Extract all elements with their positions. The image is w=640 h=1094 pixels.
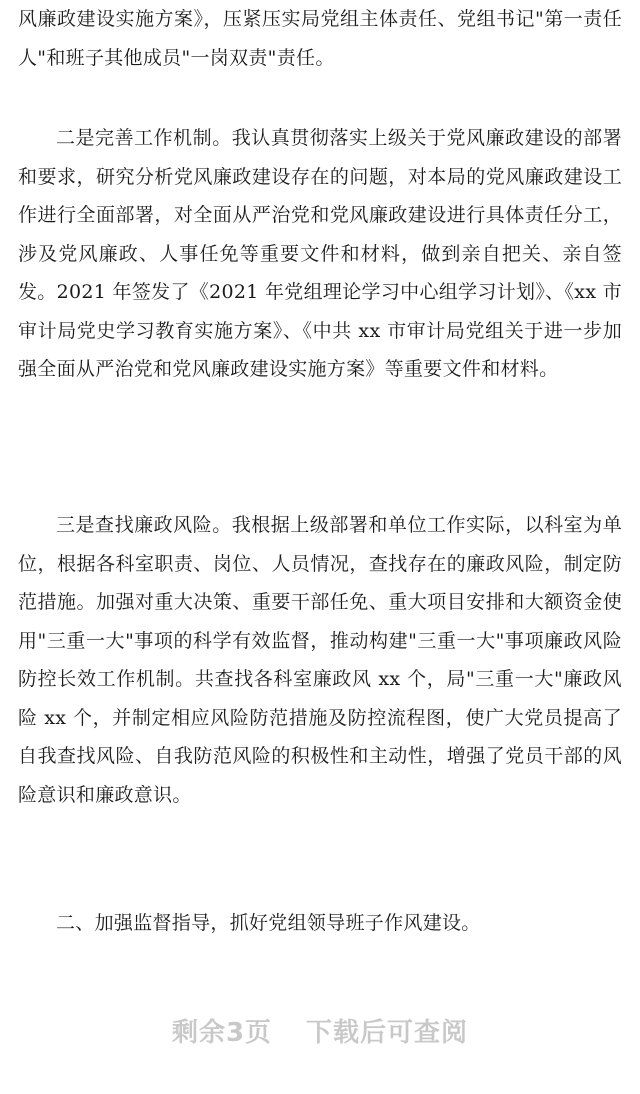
download-more-banner[interactable] <box>0 1012 640 1049</box>
section-heading-supervision: 二、加强监督指导，抓好党组领导班子作风建设。 <box>56 912 481 934</box>
paragraph-integrity-risk: 三是查找廉政风险。我根据上级部署和单位工作实际，以科室为单位，根据各科室职责、岗位、人员情况，查找存在的廉政风险，制定防范措施。加强对重大决策、重要干部任免、重大项目安排和大额资金使用"三重一大"事项的科学有效监督，推动构建"三重一大"事项廉政风险防控长效工作机制。共查找各科室廉政风 xx 个，局"三重一大"廉政风险 xx 个，并制定相应风险防范措施及防控流程图，使广大党员提高了自我查找风险、自我防范风险的积极性和主动性，增强了党员干部的风险意识和廉政意识。 <box>18 514 622 806</box>
paragraph-work-mechanism: 二是完善工作机制。我认真贯彻落实上级关于党风廉政建设的部署和要求，研究分析党风廉政建设存在的问题，对本局的党风廉政建设工作进行全面部署，对全面从严治党和党风廉政建设进行具体责任分工，涉及党风廉政、人事任免等重要文件和材料，做到亲自把关、亲自签发。2021 年签发了《2021 年党组理论学习中心组学习计划》、《xx 市审计局党史学习教育实施方案》、《中共 xx 市审计局党组关于进一步加强全面从严治党和党风廉政建设实施方案》等重要文件和材料。 <box>18 127 622 380</box>
remaining-pages-label: 剩余3页 <box>171 1018 273 1048</box>
download-hint-label: 下载后可查阅 <box>306 1018 469 1048</box>
paragraph-responsibility: 风廉政建设实施方案》，压紧压实局党组主体责任、党组书记"第一责任人"和班子其他成员"一岗双责"责任。 <box>18 8 622 69</box>
